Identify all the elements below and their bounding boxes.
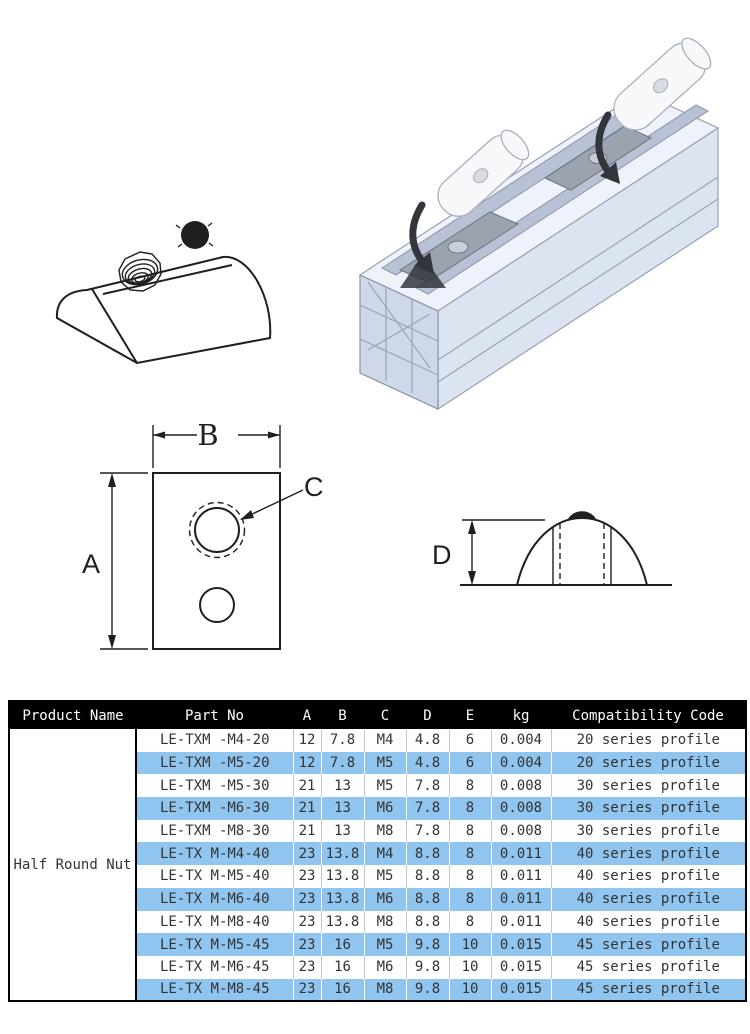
spec-cell: M4 xyxy=(364,842,406,865)
spec-cell: 10 xyxy=(449,979,491,1002)
profile-assembly-render xyxy=(330,30,750,415)
spec-cell: 40 series profile xyxy=(551,888,746,911)
spec-cell: 0.008 xyxy=(491,797,551,820)
spec-cell: M8 xyxy=(364,979,406,1002)
spec-cell: 10 xyxy=(449,956,491,979)
spec-cell: 13.8 xyxy=(321,842,364,865)
column-header: kg xyxy=(491,701,551,729)
column-header: Product Name xyxy=(9,701,136,729)
thread-major-dashed-circle xyxy=(190,503,245,558)
spec-cell: M8 xyxy=(364,820,406,843)
column-header: D xyxy=(406,701,449,729)
dimension-label-C: C xyxy=(304,472,324,502)
spring-ball xyxy=(176,221,213,249)
side-view-drawing xyxy=(420,480,710,645)
spec-cell: 0.004 xyxy=(491,752,551,775)
spec-cell: 7.8 xyxy=(406,797,449,820)
ball-hole-circle xyxy=(200,588,234,622)
spec-table xyxy=(8,700,747,1002)
spec-cell: LE-TXM -M6-30 xyxy=(136,797,293,820)
column-header: C xyxy=(364,701,406,729)
spec-cell: 9.8 xyxy=(406,933,449,956)
spec-cell: M8 xyxy=(364,911,406,934)
spec-cell: 20 series profile xyxy=(576,732,720,749)
half-round-nut-drawing xyxy=(40,190,280,390)
spec-cell: LE-TX M-M8-45 xyxy=(136,979,293,1002)
spec-cell: LE-TX M-M5-45 xyxy=(136,933,293,956)
spec-cell: 45 series profile xyxy=(551,979,746,1002)
spec-cell: 0.008 xyxy=(491,774,551,797)
spec-cell: 13.8 xyxy=(321,888,364,911)
spec-cell: 23 xyxy=(293,911,321,934)
column-header: B xyxy=(321,701,364,729)
spec-cell: LE-TX M-M6-45 xyxy=(136,956,293,979)
spec-cell: M5 xyxy=(364,774,406,797)
spec-cell: 40 series profile xyxy=(576,868,720,885)
spec-cell: 8.8 xyxy=(406,865,449,888)
spec-cell: 45 series profile xyxy=(576,959,720,976)
spec-cell: 6 xyxy=(449,729,491,752)
dome-outline xyxy=(517,518,647,585)
spec-cell: LE-TX M-M4-40 xyxy=(136,842,293,865)
spec-cell: LE-TXM -M5-20 xyxy=(136,752,293,775)
spec-cell: 10 xyxy=(449,933,491,956)
spec-cell: LE-TX M-M6-40 xyxy=(136,888,293,911)
dimension-C xyxy=(240,472,324,520)
spec-cell: 30 series profile xyxy=(576,823,720,840)
spec-cell: 23 xyxy=(293,933,321,956)
spec-cell: 16 xyxy=(321,956,364,979)
spec-cell: 21 xyxy=(293,820,321,843)
front-view-drawing xyxy=(60,410,360,670)
spec-cell: 0.015 xyxy=(491,979,551,1002)
spec-cell: M6 xyxy=(364,888,406,911)
dimension-label-A: A xyxy=(82,549,101,579)
spec-cell: 8 xyxy=(449,865,491,888)
spec-cell: 8 xyxy=(449,888,491,911)
thread-hole-circle xyxy=(195,508,239,552)
thread-hidden-lines xyxy=(553,523,611,585)
product-name-cell: Half Round Nut xyxy=(9,729,136,1001)
spec-cell: 40 series profile xyxy=(576,913,720,930)
spec-cell: 20 series profile xyxy=(551,752,746,775)
spec-cell: 8 xyxy=(449,842,491,865)
dimension-A xyxy=(82,473,148,649)
spec-cell: 40 series profile xyxy=(551,842,746,865)
spec-cell: 4.8 xyxy=(406,752,449,775)
spec-cell: LE-TXM -M8-30 xyxy=(136,820,293,843)
header-row xyxy=(9,701,746,729)
spec-cell: 21 xyxy=(293,774,321,797)
spec-cell: LE-TXM -M4-20 xyxy=(136,729,293,752)
spec-cell: 30 series profile xyxy=(551,797,746,820)
spec-cell: 8 xyxy=(449,820,491,843)
spec-cell: 13 xyxy=(321,820,364,843)
spec-cell: 8 xyxy=(449,774,491,797)
spec-cell: 30 series profile xyxy=(576,777,720,794)
spec-cell: 4.8 xyxy=(406,729,449,752)
spec-cell: 0.015 xyxy=(491,933,551,956)
spec-cell: M5 xyxy=(364,752,406,775)
spec-cell: 0.011 xyxy=(491,842,551,865)
spec-cell: 7.8 xyxy=(406,774,449,797)
spec-cell: 9.8 xyxy=(406,979,449,1002)
dimension-label-B: B xyxy=(197,418,219,452)
spec-cell: LE-TX M-M5-40 xyxy=(136,865,293,888)
spec-cell: 16 xyxy=(321,933,364,956)
spec-table-body xyxy=(9,729,746,1001)
spec-cell: 23 xyxy=(293,979,321,1002)
table-row xyxy=(9,729,746,752)
spec-cell: 0.011 xyxy=(491,911,551,934)
spec-cell: 23 xyxy=(293,888,321,911)
spec-cell: M6 xyxy=(364,797,406,820)
spec-cell: M5 xyxy=(364,865,406,888)
spec-cell: 12 xyxy=(293,752,321,775)
spec-cell: LE-TXM -M5-30 xyxy=(136,774,293,797)
dimension-label-D: D xyxy=(432,540,452,570)
spec-cell: 23 xyxy=(293,865,321,888)
spec-cell: M6 xyxy=(364,956,406,979)
spec-cell: 16 xyxy=(321,979,364,1002)
spec-cell: 8.8 xyxy=(406,911,449,934)
dimension-D xyxy=(432,520,476,585)
column-header: E xyxy=(449,701,491,729)
spec-cell: 23 xyxy=(293,842,321,865)
spec-cell: 13.8 xyxy=(321,865,364,888)
column-header: A xyxy=(293,701,321,729)
spec-cell: 23 xyxy=(293,956,321,979)
spec-cell: 7.8 xyxy=(406,820,449,843)
spec-cell: 0.011 xyxy=(491,865,551,888)
spec-cell: LE-TX M-M8-40 xyxy=(136,911,293,934)
spec-cell: 0.004 xyxy=(491,729,551,752)
spec-cell: 7.8 xyxy=(321,729,364,752)
spec-cell: 8 xyxy=(449,911,491,934)
spec-cell: M5 xyxy=(364,933,406,956)
spec-cell: 8.8 xyxy=(406,888,449,911)
spec-cell: 13 xyxy=(321,797,364,820)
spec-cell: 21 xyxy=(293,797,321,820)
spec-cell: 12 xyxy=(293,729,321,752)
spec-cell: 45 series profile xyxy=(551,933,746,956)
spec-cell: 0.015 xyxy=(491,956,551,979)
column-header: Compatibility Code xyxy=(551,701,746,729)
dimension-B xyxy=(153,418,280,468)
spec-cell: 0.008 xyxy=(491,820,551,843)
spec-cell: 0.011 xyxy=(491,888,551,911)
column-header: Part No xyxy=(136,701,293,729)
spec-cell: 9.8 xyxy=(406,956,449,979)
spec-cell: 13 xyxy=(321,774,364,797)
spec-cell: 8.8 xyxy=(406,842,449,865)
spec-cell: 8 xyxy=(449,797,491,820)
spec-cell: 7.8 xyxy=(321,752,364,775)
spec-cell: 6 xyxy=(449,752,491,775)
spec-cell: M4 xyxy=(364,729,406,752)
spring-ball-side xyxy=(567,511,597,521)
spec-cell: 13.8 xyxy=(321,911,364,934)
